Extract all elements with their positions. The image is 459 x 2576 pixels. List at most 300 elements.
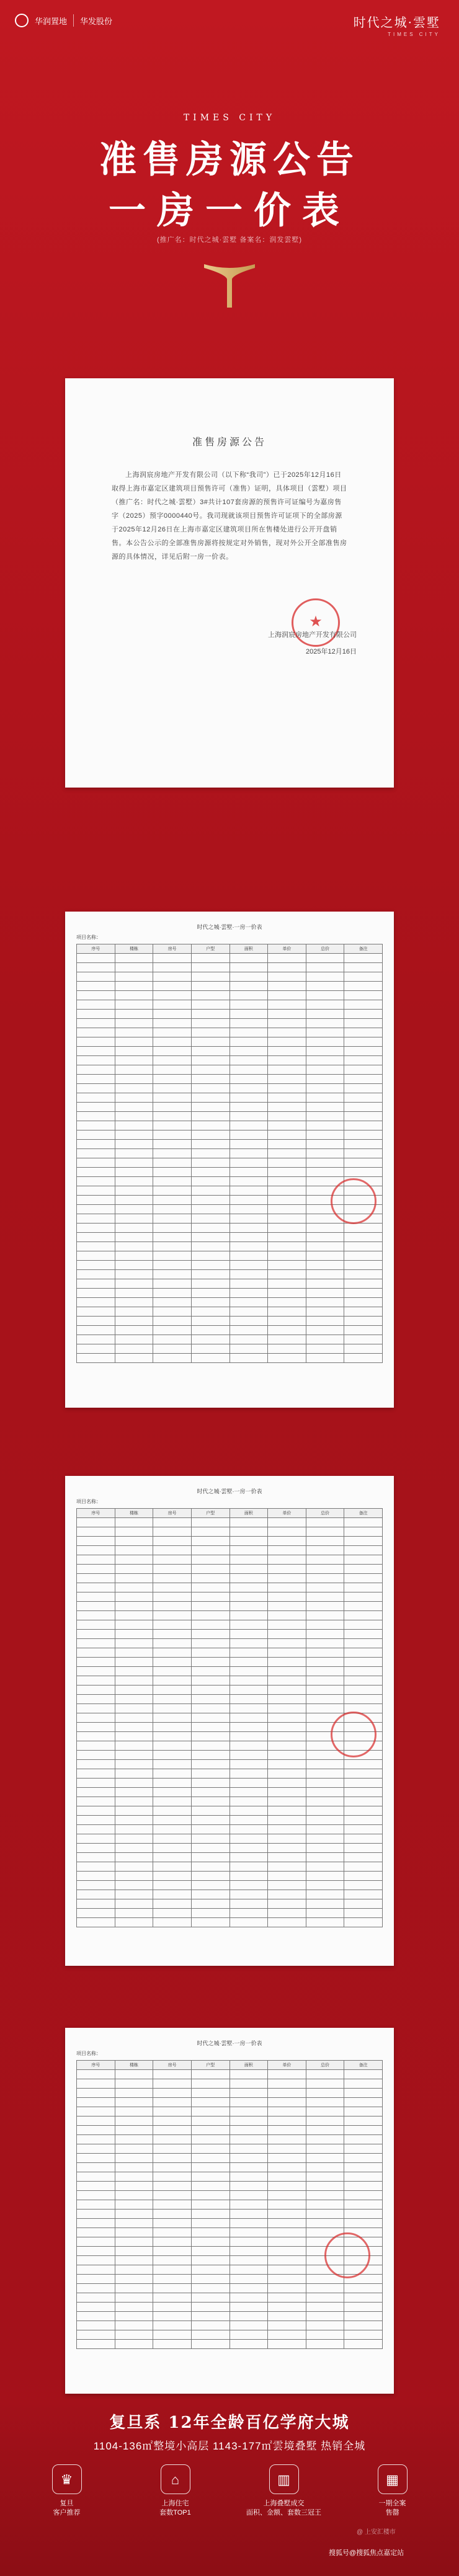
table-cell: [268, 1093, 306, 1103]
table-cell: [344, 1546, 383, 1555]
footer-badge: [135, 2464, 216, 2518]
table-cell: [77, 2312, 115, 2321]
table-cell: [191, 2070, 230, 2079]
table-cell: [230, 2312, 268, 2321]
sheet-title: 时代之城·雲墅·一房一价表: [197, 2040, 262, 2046]
table-cell: [153, 1214, 192, 1224]
table-row: [77, 1056, 383, 1065]
table-cell: [115, 1168, 153, 1177]
table-cell: [77, 1723, 115, 1732]
table-cell: [77, 1224, 115, 1233]
table-cell: [115, 2210, 153, 2219]
table-cell: [306, 1037, 344, 1047]
table-row: [77, 2182, 383, 2191]
table-cell: [230, 1583, 268, 1592]
table-cell: [344, 2330, 383, 2340]
table-cell: [230, 1261, 268, 1270]
table-row: [77, 963, 383, 972]
table-row: [77, 1853, 383, 1862]
table-cell: [306, 2163, 344, 2172]
table-cell: [115, 1075, 153, 1084]
table-cell: [268, 1546, 306, 1555]
table-cell: [77, 1797, 115, 1806]
table-cell: [230, 1779, 268, 1788]
table-cell: [344, 1335, 383, 1344]
table-row: [77, 1130, 383, 1140]
brand-logo-right: [354, 12, 440, 37]
table-cell: [306, 1862, 344, 1872]
table-cell: [230, 1723, 268, 1732]
table-cell: [77, 1686, 115, 1695]
table-cell: [77, 1065, 115, 1075]
table-cell: [153, 1723, 192, 1732]
table-cell: [344, 1853, 383, 1862]
table-cell: [77, 1583, 115, 1592]
table-cell: [153, 2144, 192, 2154]
table-cell: [344, 1261, 383, 1270]
table-cell: [306, 1546, 344, 1555]
table-cell: [268, 2172, 306, 2182]
table-cell: [344, 1289, 383, 1298]
table-cell: [153, 2098, 192, 2107]
table-header-cell: 序号: [77, 944, 115, 954]
table-cell: [153, 1881, 192, 1890]
footer-banner: [0, 2405, 459, 2576]
table-cell: [115, 1648, 153, 1658]
table-cell: [344, 963, 383, 972]
table-cell: [153, 1168, 192, 1177]
table-cell: [306, 1834, 344, 1844]
table-cell: [191, 1797, 230, 1806]
table-cell: [344, 1918, 383, 1927]
table-cell: [115, 1205, 153, 1214]
table-cell: [344, 1279, 383, 1289]
table-cell: [306, 1251, 344, 1261]
table-row: [77, 982, 383, 991]
table-row: [77, 1307, 383, 1317]
table-cell: [268, 1205, 306, 1214]
table-cell: [230, 1233, 268, 1242]
table-cell: [153, 1686, 192, 1695]
table-cell: [191, 1565, 230, 1574]
table-cell: [191, 2182, 230, 2191]
table-cell: [306, 1000, 344, 1010]
table-cell: [191, 1093, 230, 1103]
sheet-meta: 项目名称：: [76, 2051, 101, 2056]
table-cell: [77, 1592, 115, 1602]
table-cell: [306, 1695, 344, 1704]
table-cell: [153, 2070, 192, 2079]
table-cell: [230, 2163, 268, 2172]
table-cell: [115, 1686, 153, 1695]
table-cell: [191, 2126, 230, 2135]
table-cell: [268, 1676, 306, 1686]
table-cell: [77, 1555, 115, 1565]
table-cell: [77, 1121, 115, 1130]
table-cell: [77, 1741, 115, 1751]
table-cell: [306, 954, 344, 963]
table-cell: [77, 1168, 115, 1177]
table-cell: [153, 1307, 192, 1317]
table-cell: [230, 2107, 268, 2116]
table-cell: [115, 2228, 153, 2237]
table-cell: [77, 1019, 115, 1028]
table-cell: [268, 1103, 306, 1112]
table-cell: [306, 1242, 344, 1251]
sheet-seal-icon: [331, 1178, 377, 1224]
table-row: [77, 2144, 383, 2154]
table-cell: [230, 2293, 268, 2303]
table-cell: [115, 1028, 153, 1037]
table-cell: [115, 2219, 153, 2228]
table-cell: [153, 1779, 192, 1788]
table-cell: [153, 1047, 192, 1056]
sheet-meta: 项目名称：: [76, 1499, 101, 1504]
table-cell: [230, 1872, 268, 1881]
table-cell: [191, 1335, 230, 1344]
table-cell: [153, 1196, 192, 1205]
table-cell: [230, 1270, 268, 1279]
table-cell: [306, 1648, 344, 1658]
table-cell: [306, 1639, 344, 1648]
table-cell: [77, 1899, 115, 1909]
table-cell: [344, 1518, 383, 1527]
table-cell: [230, 1205, 268, 1214]
table-row: [77, 1639, 383, 1648]
table-cell: [153, 972, 192, 982]
table-cell: [115, 2247, 153, 2256]
table-cell: [77, 2098, 115, 2107]
table-row: [77, 1592, 383, 1602]
table-cell: [344, 1084, 383, 1093]
table-row: [77, 1335, 383, 1344]
footer-badge-label: 一期全案 售罄: [378, 2500, 406, 2516]
table-cell: [230, 1834, 268, 1844]
table-cell: [230, 1019, 268, 1028]
table-cell: [230, 1158, 268, 1168]
table-cell: [77, 1620, 115, 1630]
table-cell: [153, 1639, 192, 1648]
table-cell: [344, 2089, 383, 2098]
table-cell: [191, 2098, 230, 2107]
table-cell: [230, 1354, 268, 1363]
table-cell: [344, 2312, 383, 2321]
table-cell: [268, 1713, 306, 1723]
table-cell: [191, 963, 230, 972]
table-cell: [153, 1251, 192, 1261]
table-cell: [191, 954, 230, 963]
table-header-cell: 序号: [77, 1509, 115, 1518]
table-cell: [77, 1335, 115, 1344]
table-cell: [77, 1574, 115, 1583]
table-cell: [77, 2293, 115, 2303]
table-row: [77, 1909, 383, 1918]
table-cell: [153, 1121, 192, 1130]
table-cell: [230, 1844, 268, 1853]
table-cell: [268, 963, 306, 972]
table-cell: [77, 963, 115, 972]
table-header-cell: 备注: [344, 944, 383, 954]
table-cell: [191, 2275, 230, 2284]
table-cell: [153, 2116, 192, 2126]
table-cell: [153, 1019, 192, 1028]
table-cell: [191, 2154, 230, 2163]
table-cell: [191, 1611, 230, 1620]
table-cell: [191, 1620, 230, 1630]
table-cell: [268, 991, 306, 1000]
table-cell: [268, 1565, 306, 1574]
table-cell: [191, 1279, 230, 1289]
table-cell: [153, 1093, 192, 1103]
table-cell: [230, 1307, 268, 1317]
table-cell: [153, 2191, 192, 2200]
table-cell: [153, 1788, 192, 1797]
table-cell: [344, 1251, 383, 1261]
table-cell: [115, 1518, 153, 1527]
table-cell: [191, 1630, 230, 1639]
table-row: [77, 1676, 383, 1686]
table-cell: [153, 1918, 192, 1927]
table-cell: [306, 1574, 344, 1583]
table-cell: [344, 1872, 383, 1881]
table-row: [77, 1648, 383, 1658]
table-cell: [230, 1317, 268, 1326]
table-cell: [115, 2237, 153, 2247]
table-cell: [191, 1214, 230, 1224]
table-cell: [268, 954, 306, 963]
table-cell: [230, 1555, 268, 1565]
table-cell: [115, 1676, 153, 1686]
table-cell: [306, 1806, 344, 1816]
table-cell: [153, 2079, 192, 2089]
table-cell: [153, 2126, 192, 2135]
table-cell: [77, 1158, 115, 1168]
table-cell: [268, 1658, 306, 1667]
table-cell: [115, 2079, 153, 2089]
footer-headline: 复旦系 12年全龄百亿学府大城: [109, 2414, 350, 2432]
table-cell: [306, 2191, 344, 2200]
table-cell: [306, 2089, 344, 2098]
table-cell: [191, 2330, 230, 2340]
table-cell: [268, 1019, 306, 1028]
table-cell: [344, 1354, 383, 1363]
table-row: [77, 1890, 383, 1899]
table-cell: [230, 1909, 268, 1918]
table-cell: [344, 1527, 383, 1537]
table-cell: [268, 1270, 306, 1279]
table-cell: [77, 1537, 115, 1546]
table-cell: [230, 2237, 268, 2247]
table-cell: [344, 2126, 383, 2135]
table-cell: [115, 2321, 153, 2330]
table-cell: [115, 1918, 153, 1927]
table-cell: [268, 1298, 306, 1307]
table-cell: [268, 1279, 306, 1289]
table-header-cell: 面积: [230, 944, 268, 954]
table-row: [77, 1806, 383, 1816]
table-cell: [115, 1825, 153, 1834]
table-row: [77, 1037, 383, 1047]
table-cell: [268, 1909, 306, 1918]
table-cell: [306, 1881, 344, 1890]
table-cell: [268, 1648, 306, 1658]
table-cell: [191, 1121, 230, 1130]
table-cell: [153, 1527, 192, 1537]
table-cell: [268, 1354, 306, 1363]
table-cell: [268, 1779, 306, 1788]
table-cell: [191, 1779, 230, 1788]
table-cell: [268, 1261, 306, 1270]
table-cell: [268, 972, 306, 982]
table-cell: [268, 2098, 306, 2107]
table-cell: [230, 2256, 268, 2265]
table-cell: [77, 1713, 115, 1723]
table-cell: [115, 2265, 153, 2275]
table-cell: [115, 2182, 153, 2191]
table-cell: [191, 1261, 230, 1270]
table-cell: [230, 1899, 268, 1909]
table-cell: [306, 1224, 344, 1233]
table-cell: [268, 1056, 306, 1065]
table-cell: [268, 1583, 306, 1592]
table-row: [77, 1779, 383, 1788]
table-cell: [115, 1658, 153, 1667]
table-cell: [191, 1205, 230, 1214]
table-cell: [344, 1648, 383, 1658]
table-cell: [306, 1065, 344, 1075]
table-cell: [153, 2182, 192, 2191]
table-cell: [268, 1825, 306, 1834]
footer-badge-label: 上海住宅 套数TOP1: [159, 2500, 191, 2516]
table-cell: [268, 1065, 306, 1075]
table-cell: [344, 2163, 383, 2172]
table-cell: [77, 1816, 115, 1825]
table-cell: [306, 963, 344, 972]
table-cell: [153, 1890, 192, 1899]
table-cell: [306, 1326, 344, 1335]
table-cell: [153, 1769, 192, 1779]
table-cell: [191, 1037, 230, 1047]
table-row: [77, 1261, 383, 1270]
table-cell: [306, 2116, 344, 2126]
table-cell: [230, 1704, 268, 1713]
table-cell: [344, 2321, 383, 2330]
table-cell: [230, 2172, 268, 2182]
table-cell: [230, 1149, 268, 1158]
table-cell: [153, 1909, 192, 1918]
table-cell: [344, 2144, 383, 2154]
table-cell: [115, 1251, 153, 1261]
table-cell: [344, 982, 383, 991]
table-row: [77, 2340, 383, 2349]
table-cell: [268, 1121, 306, 1130]
table-cell: [77, 2275, 115, 2284]
table-cell: [344, 1019, 383, 1028]
table-cell: [77, 972, 115, 982]
table-row: [77, 1251, 383, 1261]
table-cell: [191, 1881, 230, 1890]
table-cell: [230, 1853, 268, 1862]
table-header-cell: 房号: [153, 1509, 192, 1518]
table-cell: [115, 991, 153, 1000]
table-cell: [344, 1658, 383, 1667]
table-cell: [191, 2228, 230, 2237]
table-cell: [153, 1326, 192, 1335]
table-cell: [153, 1242, 192, 1251]
table-cell: [153, 1186, 192, 1196]
table-row: [77, 1093, 383, 1103]
table-cell: [153, 1289, 192, 1298]
table-cell: [306, 1658, 344, 1667]
table-cell: [268, 2265, 306, 2275]
table-row: [77, 1047, 383, 1056]
table-cell: [306, 1769, 344, 1779]
table-cell: [344, 991, 383, 1000]
notice-body: 上海润宸房地产开发有限公司（以下称“我司”）已于2025年12月16日取得上海市嘉定区建筑项目预售许可（准售）证明，具体项目（雲墅）项目（推广名：时代之城·雲墅）3#共计107套房源的预售许可证编号为嘉房售字（2025）预字0000440号。我司现就该项目预售许可证项下的全部房源于2025年12月26日在上海市嘉定区建筑项目所在售楼处进行公开开盘销售。本公告公示的全部准售房源将按规定对外销售，现对外公开全部准售房源的具体情况，详见后附一房一价表。: [112, 471, 347, 561]
table-cell: [344, 1149, 383, 1158]
table-cell: [344, 1130, 383, 1140]
table-row: [77, 1555, 383, 1565]
table-row: [77, 2163, 383, 2172]
table-cell: [230, 1518, 268, 1527]
chart-icon: ▥: [269, 2464, 299, 2494]
table-cell: [77, 1667, 115, 1676]
table-cell: [191, 1112, 230, 1121]
table-cell: [268, 1816, 306, 1825]
table-row: [77, 1518, 383, 1527]
table-cell: [191, 1704, 230, 1713]
table-cell: [306, 1602, 344, 1611]
table-cell: [306, 1270, 344, 1279]
table-cell: [153, 2275, 192, 2284]
table-cell: [77, 1196, 115, 1205]
table-cell: [344, 1620, 383, 1630]
table-cell: [153, 1130, 192, 1140]
table-row: [77, 1326, 383, 1335]
table-header-cell: 总价: [306, 1509, 344, 1518]
table-row: [77, 1317, 383, 1326]
table-cell: [191, 1537, 230, 1546]
table-row: [77, 1881, 383, 1890]
table-cell: [77, 1317, 115, 1326]
table-cell: [77, 1648, 115, 1658]
table-row: [77, 1242, 383, 1251]
table-cell: [268, 1010, 306, 1019]
table-header-row: [77, 2061, 383, 2070]
table-cell: [191, 1298, 230, 1307]
table-cell: [268, 1168, 306, 1177]
table-cell: [153, 1112, 192, 1121]
table-cell: [230, 1639, 268, 1648]
table-cell: [153, 1592, 192, 1602]
table-cell: [115, 1149, 153, 1158]
table-cell: [191, 1326, 230, 1335]
table-cell: [268, 2340, 306, 2349]
table-cell: [344, 2303, 383, 2312]
table-cell: [306, 1537, 344, 1546]
table-cell: [115, 1279, 153, 1289]
table-cell: [191, 1251, 230, 1261]
table-cell: [306, 1056, 344, 1065]
table-cell: [153, 2340, 192, 2349]
table-cell: [306, 2312, 344, 2321]
table-cell: [268, 2070, 306, 2079]
table-cell: [153, 1713, 192, 1723]
table-cell: [191, 1918, 230, 1927]
table-cell: [191, 1518, 230, 1527]
table-header-cell: 户型: [191, 1509, 230, 1518]
table-cell: [230, 1602, 268, 1611]
